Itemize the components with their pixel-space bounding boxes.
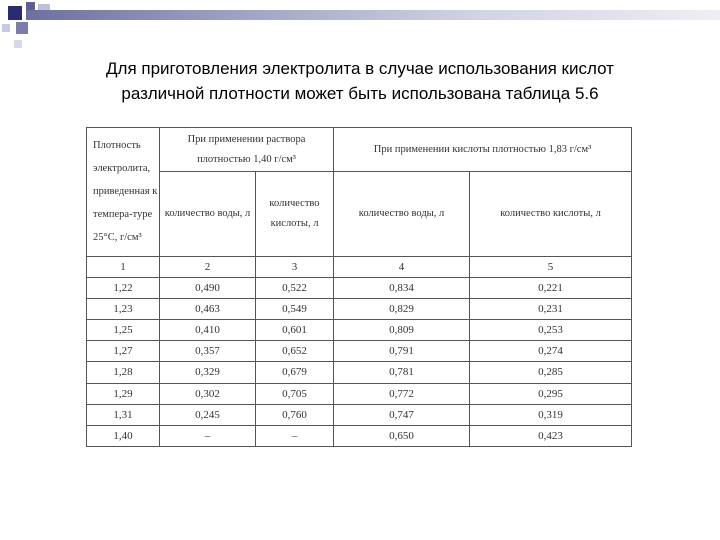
cell-g1-water: 0,410 xyxy=(160,320,256,341)
cell-density: 1,40 xyxy=(87,425,160,446)
cell-density: 1,27 xyxy=(87,341,160,362)
column-number-row xyxy=(87,256,632,277)
cell-g2-acid: 0,295 xyxy=(470,383,632,404)
cell-g2-acid: 0,423 xyxy=(470,425,632,446)
header-g1-acid: количество кислоты, л xyxy=(256,172,334,257)
cell-g1-water: – xyxy=(160,425,256,446)
table-row xyxy=(87,362,632,383)
cell-density: 1,31 xyxy=(87,404,160,425)
cell-g1-water: 0,329 xyxy=(160,362,256,383)
header-group-acid: При применении кислоты плотностью 1,83 г/см³ xyxy=(334,128,632,172)
cell-g2-acid: 0,319 xyxy=(470,404,632,425)
cell-g1-water: 0,245 xyxy=(160,404,256,425)
table-row xyxy=(87,277,632,298)
cell-density: 1,28 xyxy=(87,362,160,383)
cell-g1-acid: 0,705 xyxy=(256,383,334,404)
cell-g1-acid: 0,652 xyxy=(256,341,334,362)
column-number: 4 xyxy=(334,256,470,277)
slide-title xyxy=(40,56,680,106)
cell-g1-water: 0,302 xyxy=(160,383,256,404)
cell-g1-water: 0,490 xyxy=(160,277,256,298)
slide-title-line-2: различной плотности может быть использована таблица 5.6 xyxy=(121,84,599,103)
cell-g2-acid: 0,285 xyxy=(470,362,632,383)
decor-square-1 xyxy=(8,6,22,20)
cell-g1-acid: 0,760 xyxy=(256,404,334,425)
cell-g2-water: 0,781 xyxy=(334,362,470,383)
column-number: 3 xyxy=(256,256,334,277)
cell-g2-acid: 0,231 xyxy=(470,299,632,320)
header-gradient-bar xyxy=(26,10,720,20)
slide-decoration xyxy=(0,0,720,60)
cell-density: 1,29 xyxy=(87,383,160,404)
cell-g2-water: 0,650 xyxy=(334,425,470,446)
electrolyte-table xyxy=(86,127,632,447)
cell-g1-water: 0,463 xyxy=(160,299,256,320)
cell-density: 1,23 xyxy=(87,299,160,320)
cell-g2-water: 0,747 xyxy=(334,404,470,425)
cell-g2-water: 0,791 xyxy=(334,341,470,362)
cell-g2-acid: 0,221 xyxy=(470,277,632,298)
decor-square-6 xyxy=(14,40,22,48)
cell-g2-water: 0,834 xyxy=(334,277,470,298)
cell-g2-water: 0,809 xyxy=(334,320,470,341)
cell-g2-water: 0,772 xyxy=(334,383,470,404)
cell-g1-acid: 0,601 xyxy=(256,320,334,341)
slide-title-line-1: Для приготовления электролита в случае использования кислот xyxy=(106,59,614,78)
cell-g1-water: 0,357 xyxy=(160,341,256,362)
cell-g2-water: 0,829 xyxy=(334,299,470,320)
table-row xyxy=(87,299,632,320)
table-row xyxy=(87,341,632,362)
column-number: 1 xyxy=(87,256,160,277)
cell-density: 1,22 xyxy=(87,277,160,298)
header-g1-water: количество воды, л xyxy=(160,172,256,257)
header-g2-acid: количество кислоты, л xyxy=(470,172,632,257)
column-number: 2 xyxy=(160,256,256,277)
decor-square-4 xyxy=(16,22,28,34)
table-row xyxy=(87,404,632,425)
header-g2-water: количество воды, л xyxy=(334,172,470,257)
header-group-solution: При применении раствора плотностью 1,40 г/см³ xyxy=(160,128,334,172)
cell-g2-acid: 0,274 xyxy=(470,341,632,362)
cell-g2-acid: 0,253 xyxy=(470,320,632,341)
cell-g1-acid: 0,549 xyxy=(256,299,334,320)
header-density: Плотность электролита, приведенная к темпера-туре 25°C, г/см³ xyxy=(87,128,160,257)
column-number: 5 xyxy=(470,256,632,277)
table-row xyxy=(87,383,632,404)
cell-g1-acid: – xyxy=(256,425,334,446)
cell-density: 1,25 xyxy=(87,320,160,341)
cell-g1-acid: 0,522 xyxy=(256,277,334,298)
cell-g1-acid: 0,679 xyxy=(256,362,334,383)
table-row xyxy=(87,320,632,341)
decor-square-5 xyxy=(2,24,10,32)
table-row xyxy=(87,425,632,446)
